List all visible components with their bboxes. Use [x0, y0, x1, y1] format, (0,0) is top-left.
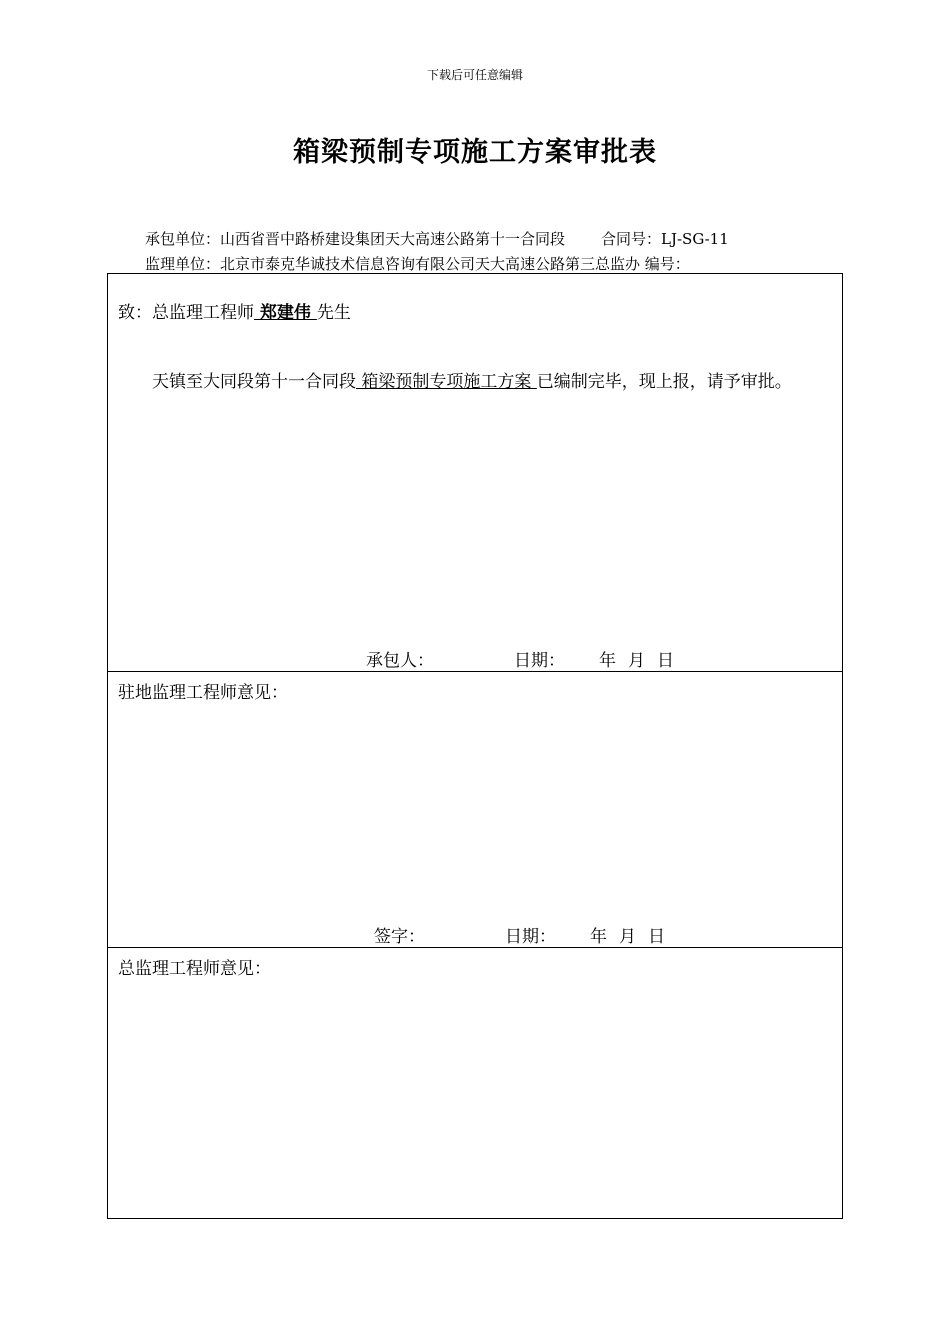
contractor-signer-label: 承包人：: [366, 651, 434, 671]
contractor-submission-section: [108, 274, 842, 672]
approval-form-table: [107, 273, 843, 1219]
contractor-signature-row: [366, 646, 686, 671]
resident-engineer-section: [108, 672, 842, 948]
contract-number: 合同号：LJ-SG-11: [601, 230, 729, 248]
submission-paragraph: [118, 372, 834, 393]
year-label: 年: [599, 651, 616, 671]
resident-engineer-opinion-label: 驻地监理工程师意见：: [118, 683, 288, 703]
contractor-date-fields: [599, 646, 686, 671]
month-label: 月: [628, 651, 645, 671]
plan-name: 箱梁预制专项施工方案: [356, 372, 537, 392]
paragraph-tail: 已编制完毕，现上报，请予审批。: [536, 372, 792, 392]
addressee-suffix: 先生: [316, 303, 351, 323]
resident-signature-row: [374, 922, 677, 947]
resident-date-fields: [590, 922, 677, 947]
header-note: 下载后可任意编辑: [426, 68, 523, 82]
day-label: 日: [648, 927, 665, 947]
day-label: 日: [657, 651, 674, 671]
supervisor-line: 监理单位：北京市泰克华诚技术信息咨询有限公司天大高速公路第三总监办 编号：: [145, 255, 690, 273]
month-label: 月: [619, 927, 636, 947]
resident-date-label: 日期：: [505, 927, 556, 947]
contractor-unit: 承包单位：山西省晋中路桥建设集团天大高速公路第十一合同段: [145, 230, 566, 248]
resident-signer-label: 签字：: [374, 927, 425, 947]
contractor-line: [145, 228, 729, 249]
addressee-prefix: 致：总监理工程师: [118, 303, 254, 323]
document-title: 箱梁预制专项施工方案审批表: [293, 137, 657, 168]
addressee-name: 郑建伟: [254, 303, 317, 323]
contractor-date-label: 日期：: [514, 651, 565, 671]
chief-engineer-opinion-label: 总监理工程师意见：: [118, 959, 271, 979]
paragraph-lead: 天镇至大同段第十一合同段: [152, 372, 356, 392]
year-label: 年: [590, 927, 607, 947]
addressee-line: [118, 298, 351, 323]
chief-engineer-section: [108, 948, 842, 1218]
